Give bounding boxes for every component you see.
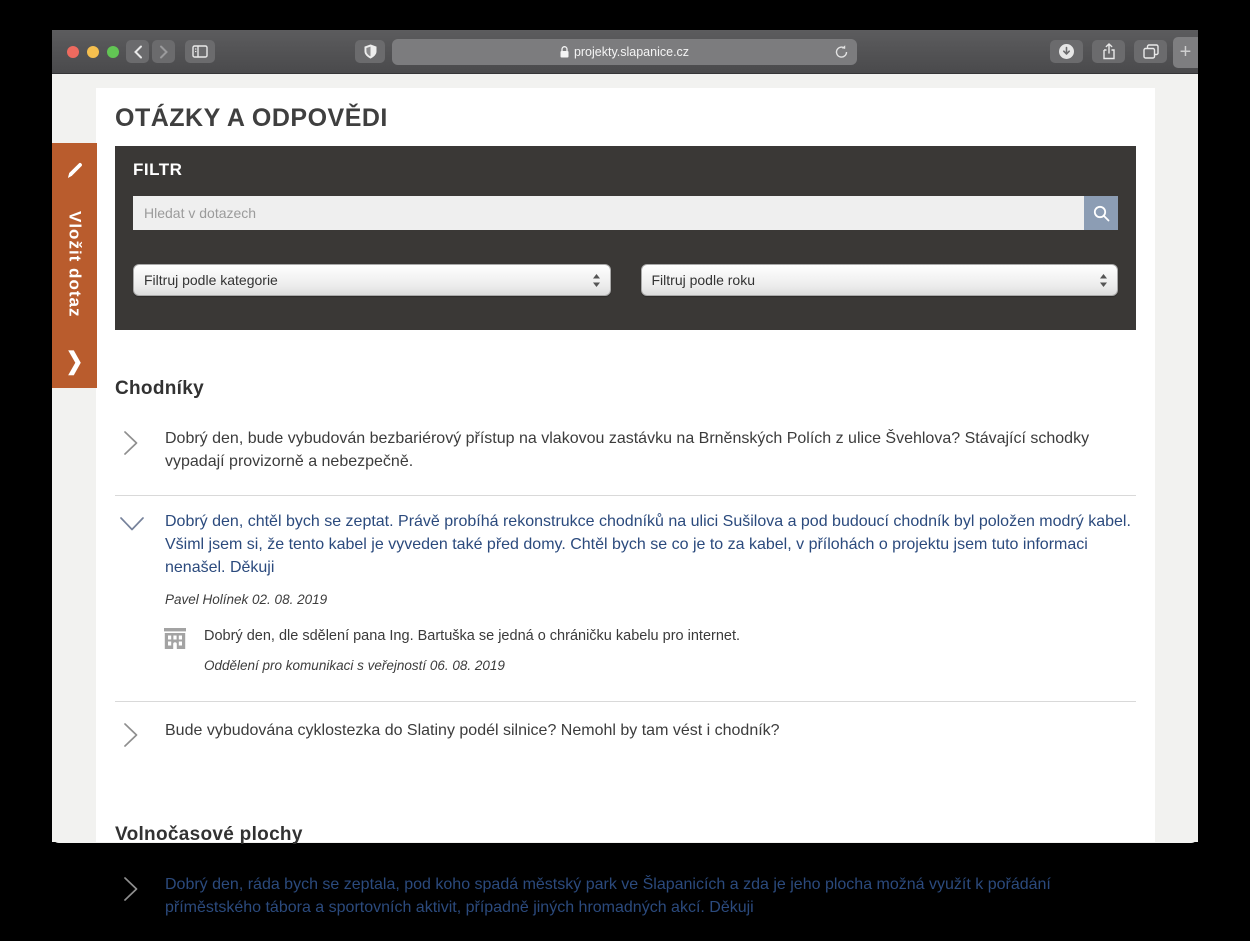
- share-button[interactable]: [1092, 40, 1125, 63]
- category-select[interactable]: [133, 264, 611, 296]
- close-button[interactable]: [67, 46, 79, 58]
- downloads-button[interactable]: [1050, 40, 1083, 63]
- filter-heading: FILTR: [133, 160, 183, 179]
- year-select-value: Filtruj podle roku: [651, 272, 755, 288]
- tab-overview-button[interactable]: [1134, 40, 1167, 63]
- select-arrows-icon: [592, 273, 601, 288]
- search-icon: [1092, 204, 1111, 223]
- question-row[interactable]: [115, 856, 1136, 941]
- chevron-left-icon: [133, 45, 143, 59]
- insert-question-label: Vložit dotaz: [65, 211, 85, 318]
- share-icon: [1102, 43, 1116, 60]
- filter-panel: [115, 146, 1136, 330]
- answer-content: [204, 626, 740, 673]
- sidebar-icon: [192, 45, 208, 58]
- section-title: Volnočasové plochy: [115, 824, 303, 845]
- address-text: projekty.slapanice.cz: [573, 45, 690, 59]
- traffic-lights: [67, 46, 119, 58]
- forward-button[interactable]: [152, 40, 175, 63]
- question-row[interactable]: [115, 702, 1136, 776]
- chevron-down-icon[interactable]: [115, 510, 165, 579]
- zoom-button[interactable]: [107, 46, 119, 58]
- chevron-right-icon[interactable]: [115, 873, 165, 919]
- browser-window: [52, 30, 1198, 916]
- search-input[interactable]: [133, 196, 1084, 230]
- chevron-right-icon: [159, 45, 169, 59]
- tabs-icon: [1143, 44, 1159, 59]
- section-title: Chodníky: [115, 378, 204, 399]
- shield-icon: [364, 44, 377, 59]
- answer-block: [163, 626, 1136, 673]
- privacy-report-button[interactable]: [355, 40, 385, 63]
- download-icon: [1058, 43, 1075, 60]
- sidebar-toggle-button[interactable]: [185, 40, 215, 63]
- minimize-button[interactable]: [87, 46, 99, 58]
- filter-selects: [133, 264, 1118, 296]
- answer-attribution: Oddělení pro komunikaci s veřejností 06. 08. 2019: [204, 658, 505, 673]
- chevron-right-icon[interactable]: [115, 719, 165, 754]
- category-select-value: Filtruj podle kategorie: [144, 272, 278, 288]
- toolbar-right-buttons: [1050, 40, 1167, 63]
- question-row-expanded: [115, 496, 1136, 702]
- question-row[interactable]: [115, 410, 1136, 496]
- new-tab-button[interactable]: +: [1173, 37, 1198, 68]
- question-text[interactable]: Dobrý den, ráda bych se zeptala, pod koho spadá městský park ve Šlapanicích a zda je jeho plocha možná využít k pořádání příměstského tábora a sportovních aktivit, případně jiných hromadných akcí. Děkuji: [165, 876, 1051, 916]
- question-author: Pavel Holínek 02. 08. 2019: [165, 592, 328, 607]
- year-select[interactable]: [641, 264, 1119, 296]
- question-text[interactable]: Bude vybudována cyklostezka do Slatiny podél silnice? Nemohl by tam vést i chodník?: [165, 722, 780, 739]
- question-text[interactable]: Dobrý den, bude vybudován bezbariérový přístup na vlakovou zastávku na Brněnských Polích z ulice Švehlova? Stávající schodky vypadají provizorně a nebezpečně.: [165, 430, 1090, 470]
- chevron-right-icon[interactable]: [115, 427, 165, 473]
- content-card: [96, 88, 1155, 916]
- reload-icon[interactable]: [834, 44, 849, 60]
- answer-text: Dobrý den, dle sdělení pana Ing. Bartuška se jedná o chráničku kabelu pro internet.: [204, 628, 741, 644]
- pencil-icon: [64, 159, 85, 180]
- back-button[interactable]: [126, 40, 149, 63]
- page-title: OTÁZKY A ODPOVĚDI: [115, 104, 388, 132]
- browser-titlebar: [52, 30, 1198, 74]
- search-button[interactable]: [1084, 196, 1118, 230]
- page-viewport: [52, 74, 1198, 916]
- select-arrows-icon: [1099, 273, 1108, 288]
- search-row: [133, 196, 1118, 230]
- lock-icon: [560, 46, 569, 58]
- town-hall-icon: [163, 626, 187, 673]
- nav-buttons: [126, 40, 175, 63]
- question-text[interactable]: Dobrý den, chtěl bych se zeptat. Právě probíhá rekonstrukce chodníků na ulici Sušilova a pod budoucí chodník byl položen modrý kabel. Všiml jsem si, že tento kabel je vyveden také před domy. Chtěl bych se co je to za kabel, v přílohách o projektu jsem tuto informaci nenašel. Děkuji: [165, 513, 1131, 576]
- insert-question-tab[interactable]: [52, 143, 97, 388]
- chevron-right-icon: ❯: [65, 348, 84, 375]
- address-bar[interactable]: [392, 39, 857, 65]
